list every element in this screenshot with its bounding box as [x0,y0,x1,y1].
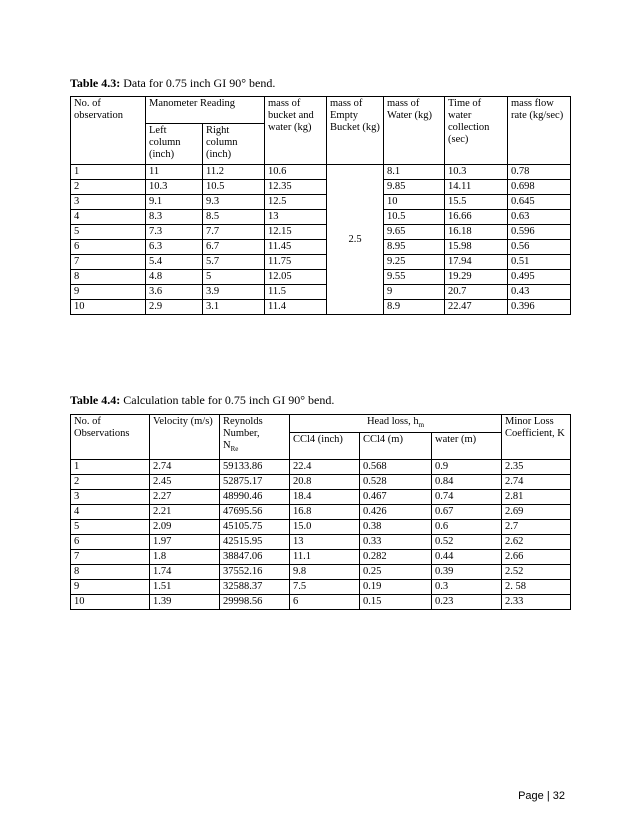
table-cell: 0.74 [432,490,502,505]
header-ccl4-m: CCl4 (m) [360,433,432,460]
header-reynolds-label: Reynolds Number, [223,416,263,439]
table-cell: 10 [384,195,445,210]
table-cell: 12.15 [265,225,327,240]
table-row [71,165,571,180]
table-cell: 6.3 [146,240,203,255]
table-cell: 1.8 [150,550,220,565]
table-row [71,225,571,240]
table-cell: 8.9 [384,300,445,315]
table-cell: 8.95 [384,240,445,255]
table-row [71,180,571,195]
table-cell: 3.1 [203,300,265,315]
table-cell: 11.2 [203,165,265,180]
table-4-4-body [71,460,571,610]
table-cell: 2.81 [502,490,571,505]
table-cell: 3.6 [146,285,203,300]
table-cell: 7 [71,255,146,270]
table-cell: 10.5 [203,180,265,195]
table-cell: 2.62 [502,535,571,550]
table-cell: 8.3 [146,210,203,225]
table-cell: 0.51 [508,255,571,270]
table-cell: 10.6 [265,165,327,180]
table-cell: 5 [71,225,146,240]
table-row [71,580,571,595]
table-cell: 0.52 [432,535,502,550]
table-row [71,270,571,285]
table-cell: 11.5 [265,285,327,300]
table-cell: 6 [71,535,150,550]
header-flow-rate: mass flow rate (kg/sec) [508,97,571,165]
table-cell: 1.39 [150,595,220,610]
table-cell: 6 [290,595,360,610]
table-cell: 0.78 [508,165,571,180]
table-cell: 7 [71,550,150,565]
table-cell: 10 [71,300,146,315]
table-cell: 0.396 [508,300,571,315]
table-cell: 59133.86 [220,460,290,475]
table-cell: 10.5 [384,210,445,225]
table-cell: 4.8 [146,270,203,285]
table-cell: 17.94 [445,255,508,270]
header-time: Time of water collection (sec) [445,97,508,165]
table-cell: 0.56 [508,240,571,255]
table-row [71,550,571,565]
table-cell: 11.45 [265,240,327,255]
table-cell: 2 [71,180,146,195]
header-right-column: Right column (inch) [203,124,265,165]
header-observations: No. of Observations [71,415,150,460]
table-row [71,255,571,270]
table-cell: 0.596 [508,225,571,240]
table-cell: 1.97 [150,535,220,550]
table-cell: 9.55 [384,270,445,285]
table-cell: 13 [290,535,360,550]
table-row [71,475,571,490]
table-cell: 2.9 [146,300,203,315]
table-cell: 2. 58 [502,580,571,595]
table-cell: 5.7 [203,255,265,270]
table-cell: 0.698 [508,180,571,195]
table-cell: 2.7 [502,520,571,535]
table-cell: 11 [146,165,203,180]
header-reynolds-symbol: N [223,440,231,451]
header-mass-bucket-water: mass of bucket and water (kg) [265,97,327,165]
header-head-loss-label: Head loss, h [366,416,419,427]
table-cell: 0.9 [432,460,502,475]
table-cell: 45105.75 [220,520,290,535]
table-cell: 0.6 [432,520,502,535]
table-cell: 2.35 [502,460,571,475]
table-cell: 8 [71,565,150,580]
table-cell: 2.74 [502,475,571,490]
table-4-3 [70,96,571,315]
table-cell: 0.63 [508,210,571,225]
table-cell: 8.1 [384,165,445,180]
table-cell: 4 [71,505,150,520]
table-cell: 8 [71,270,146,285]
table-cell: 9.25 [384,255,445,270]
table-cell: 2.66 [502,550,571,565]
header-reynolds [220,415,290,460]
table-cell: 9 [71,580,150,595]
header-observation: No. of observation [71,97,146,165]
table-row [71,240,571,255]
table-cell: 5 [203,270,265,285]
empty-bucket-mass-cell: 2.5 [327,165,384,315]
table-4-4-label: Table 4.4: [70,393,121,407]
table-cell: 0.495 [508,270,571,285]
table-cell: 2.69 [502,505,571,520]
header-manometer: Manometer Reading [146,97,265,124]
table-cell: 12.05 [265,270,327,285]
table-cell: 2.52 [502,565,571,580]
table-row [71,565,571,580]
table-cell: 47695.56 [220,505,290,520]
table-row [71,505,571,520]
table-cell: 0.43 [508,285,571,300]
header-water-m: water (m) [432,433,502,460]
header-ccl4-inch: CCl4 (inch) [290,433,360,460]
table-cell: 32588.37 [220,580,290,595]
table-4-3-body [71,165,571,315]
table-cell: 11.4 [265,300,327,315]
table-cell: 7.7 [203,225,265,240]
table-cell: 2 [71,475,150,490]
table-cell: 1 [71,165,146,180]
table-cell: 0.15 [360,595,432,610]
table-cell: 9.3 [203,195,265,210]
table-cell: 15.0 [290,520,360,535]
table-cell: 2.74 [150,460,220,475]
table-cell: 2.27 [150,490,220,505]
table-cell: 18.4 [290,490,360,505]
table-cell: 11.75 [265,255,327,270]
table-cell: 9 [384,285,445,300]
table-cell: 8.5 [203,210,265,225]
table-cell: 1 [71,460,150,475]
table-cell: 37552.16 [220,565,290,580]
table-4-4-caption [70,393,334,408]
table-cell: 9 [71,285,146,300]
table-cell: 2.21 [150,505,220,520]
table-cell: 1.51 [150,580,220,595]
table-cell: 12.35 [265,180,327,195]
table-cell: 10.3 [445,165,508,180]
table-cell: 22.4 [290,460,360,475]
table-row [71,460,571,475]
table-cell: 48990.46 [220,490,290,505]
table-cell: 16.18 [445,225,508,240]
table-cell: 10 [71,595,150,610]
table-cell: 15.5 [445,195,508,210]
table-cell: 10.3 [146,180,203,195]
table-cell: 0.67 [432,505,502,520]
table-cell: 29998.56 [220,595,290,610]
table-row [71,490,571,505]
table-cell: 7.3 [146,225,203,240]
table-cell: 9.1 [146,195,203,210]
table-cell: 3 [71,490,150,505]
table-cell: 0.568 [360,460,432,475]
table-cell: 42515.95 [220,535,290,550]
table-cell: 6.7 [203,240,265,255]
table-cell: 3 [71,195,146,210]
table-cell: 6 [71,240,146,255]
table-row [71,595,571,610]
table-cell: 9.85 [384,180,445,195]
table-row [71,285,571,300]
table-cell: 20.7 [445,285,508,300]
table-cell: 20.8 [290,475,360,490]
table-cell: 0.44 [432,550,502,565]
table-cell: 52875.17 [220,475,290,490]
table-cell: 0.528 [360,475,432,490]
table-cell: 16.66 [445,210,508,225]
header-velocity: Velocity (m/s) [150,415,220,460]
table-cell: 0.33 [360,535,432,550]
table-cell: 0.467 [360,490,432,505]
table-cell: 11.1 [290,550,360,565]
table-cell: 9.65 [384,225,445,240]
header-mass-water: mass of Water (kg) [384,97,445,165]
table-cell: 5.4 [146,255,203,270]
table-row [71,300,571,315]
table-cell: 2.09 [150,520,220,535]
table-4-3-header-row [71,97,571,124]
table-cell: 0.23 [432,595,502,610]
table-cell: 0.38 [360,520,432,535]
header-mass-empty-bucket: mass of Empty Bucket (kg) [327,97,384,165]
table-cell: 12.5 [265,195,327,210]
table-cell: 0.426 [360,505,432,520]
table-4-3-title: Data for 0.75 inch GI 90° bend. [120,76,276,90]
table-row [71,195,571,210]
table-cell: 7.5 [290,580,360,595]
header-head-loss [290,415,502,433]
table-cell: 0.39 [432,565,502,580]
table-4-3-label: Table 4.3: [70,76,121,90]
table-cell: 1.74 [150,565,220,580]
table-cell: 0.19 [360,580,432,595]
table-4-4 [70,414,571,610]
table-cell: 13 [265,210,327,225]
header-head-loss-subscript: m [418,421,425,430]
table-cell: 0.84 [432,475,502,490]
table-cell: 15.98 [445,240,508,255]
table-4-4-header-row [71,415,571,433]
table-cell: 9.8 [290,565,360,580]
table-cell: 14.11 [445,180,508,195]
table-cell: 0.282 [360,550,432,565]
table-row [71,210,571,225]
table-4-3-caption [70,76,275,91]
table-cell: 2.45 [150,475,220,490]
table-cell: 5 [71,520,150,535]
table-cell: 0.3 [432,580,502,595]
header-left-column: Left column (inch) [146,124,203,165]
table-cell: 0.25 [360,565,432,580]
table-cell: 16.8 [290,505,360,520]
page-number: Page | 32 [518,790,565,802]
table-row [71,520,571,535]
header-minor-loss: Minor Loss Coefficient, K [502,415,571,460]
table-cell: 0.645 [508,195,571,210]
table-row [71,535,571,550]
table-cell: 19.29 [445,270,508,285]
table-cell: 4 [71,210,146,225]
table-4-4-title: Calculation table for 0.75 inch GI 90° bend. [120,393,335,407]
header-reynolds-subscript: Re [230,445,239,454]
table-cell: 22.47 [445,300,508,315]
table-cell: 2.33 [502,595,571,610]
table-cell: 3.9 [203,285,265,300]
table-cell: 38847.06 [220,550,290,565]
